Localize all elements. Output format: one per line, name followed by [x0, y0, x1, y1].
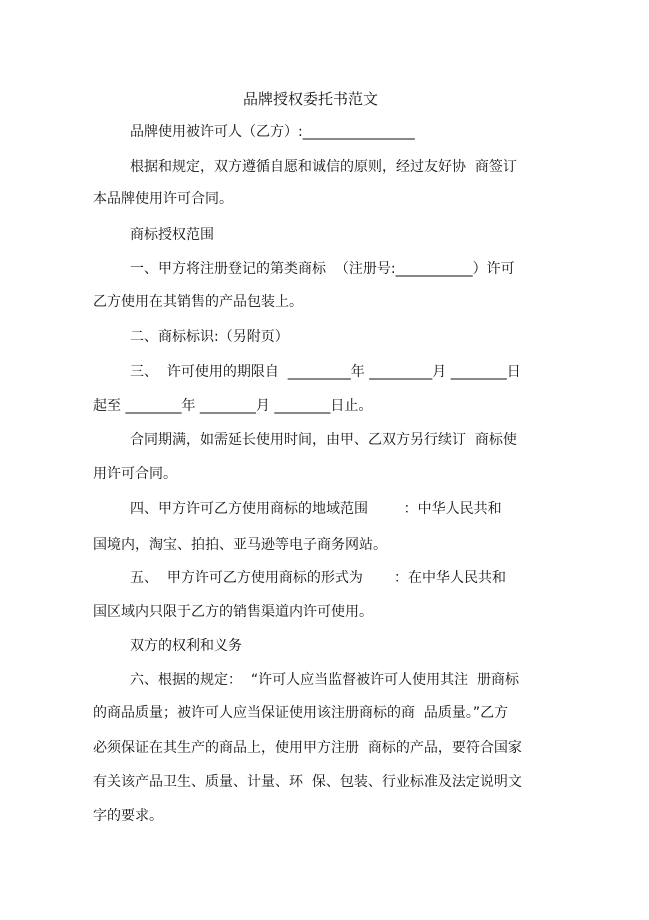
paragraph-line: 六、根据的规定： “许可人应当监督被许可人使用其注 册商标: [130, 672, 520, 688]
paragraph-line: 四、甲方许可乙方使用商标的地域范围 ：中华人民共和: [130, 501, 502, 517]
paragraph-line: 的商品质量；被许可人应当保证使用该注册商标的商 品质量。”乙方: [93, 705, 509, 721]
paragraph-line: 用许可合同。: [93, 466, 177, 482]
paragraph-line: 本品牌使用许可合同。: [93, 191, 233, 207]
licensee-line: 品牌使用被许可人（乙方）:________________: [130, 124, 415, 140]
paragraph-line: 必须保证在其生产的商品上，使用甲方注册 商标的产品，要符合国家: [93, 740, 522, 756]
paragraph-line: 二、商标标识:（另附页）: [130, 329, 289, 345]
paragraph-line: 国境内，淘宝、拍拍、亚马逊等电子商务网站。: [93, 537, 387, 553]
paragraph-line: 三、 许可使用的期限自 _________年 _________月 ________日: [130, 364, 521, 380]
section-heading: 商标授权范围: [130, 227, 214, 243]
paragraph-line: 五、 甲方许可乙方使用商标的形式为 ：在中华人民共和: [130, 570, 507, 586]
paragraph-line: 一、甲方将注册登记的第类商标 （注册号:___________）许可: [130, 261, 515, 277]
document-title: 品牌授权委托书范文: [243, 90, 379, 108]
paragraph-line: 起至 ________年 ________月 ________日止。: [93, 398, 373, 414]
section-heading: 双方的权利和义务: [130, 638, 242, 654]
paragraph-line: 根据和规定，双方遵循自愿和诚信的原则，经过友好协 商签订: [130, 159, 517, 175]
paragraph-line: 字的要求。: [93, 808, 163, 824]
paragraph-line: 有关该产品卫生、质量、计量、环 保、包装、行业标准及法定说明文: [93, 774, 522, 790]
paragraph-line: 合同期满，如需延长使用时间，由甲、乙双方另行续订 商标使: [130, 432, 517, 448]
paragraph-line: 乙方使用在其销售的产品包装上。: [93, 294, 303, 310]
paragraph-line: 国区域内只限于乙方的销售渠道内许可使用。: [93, 604, 373, 620]
